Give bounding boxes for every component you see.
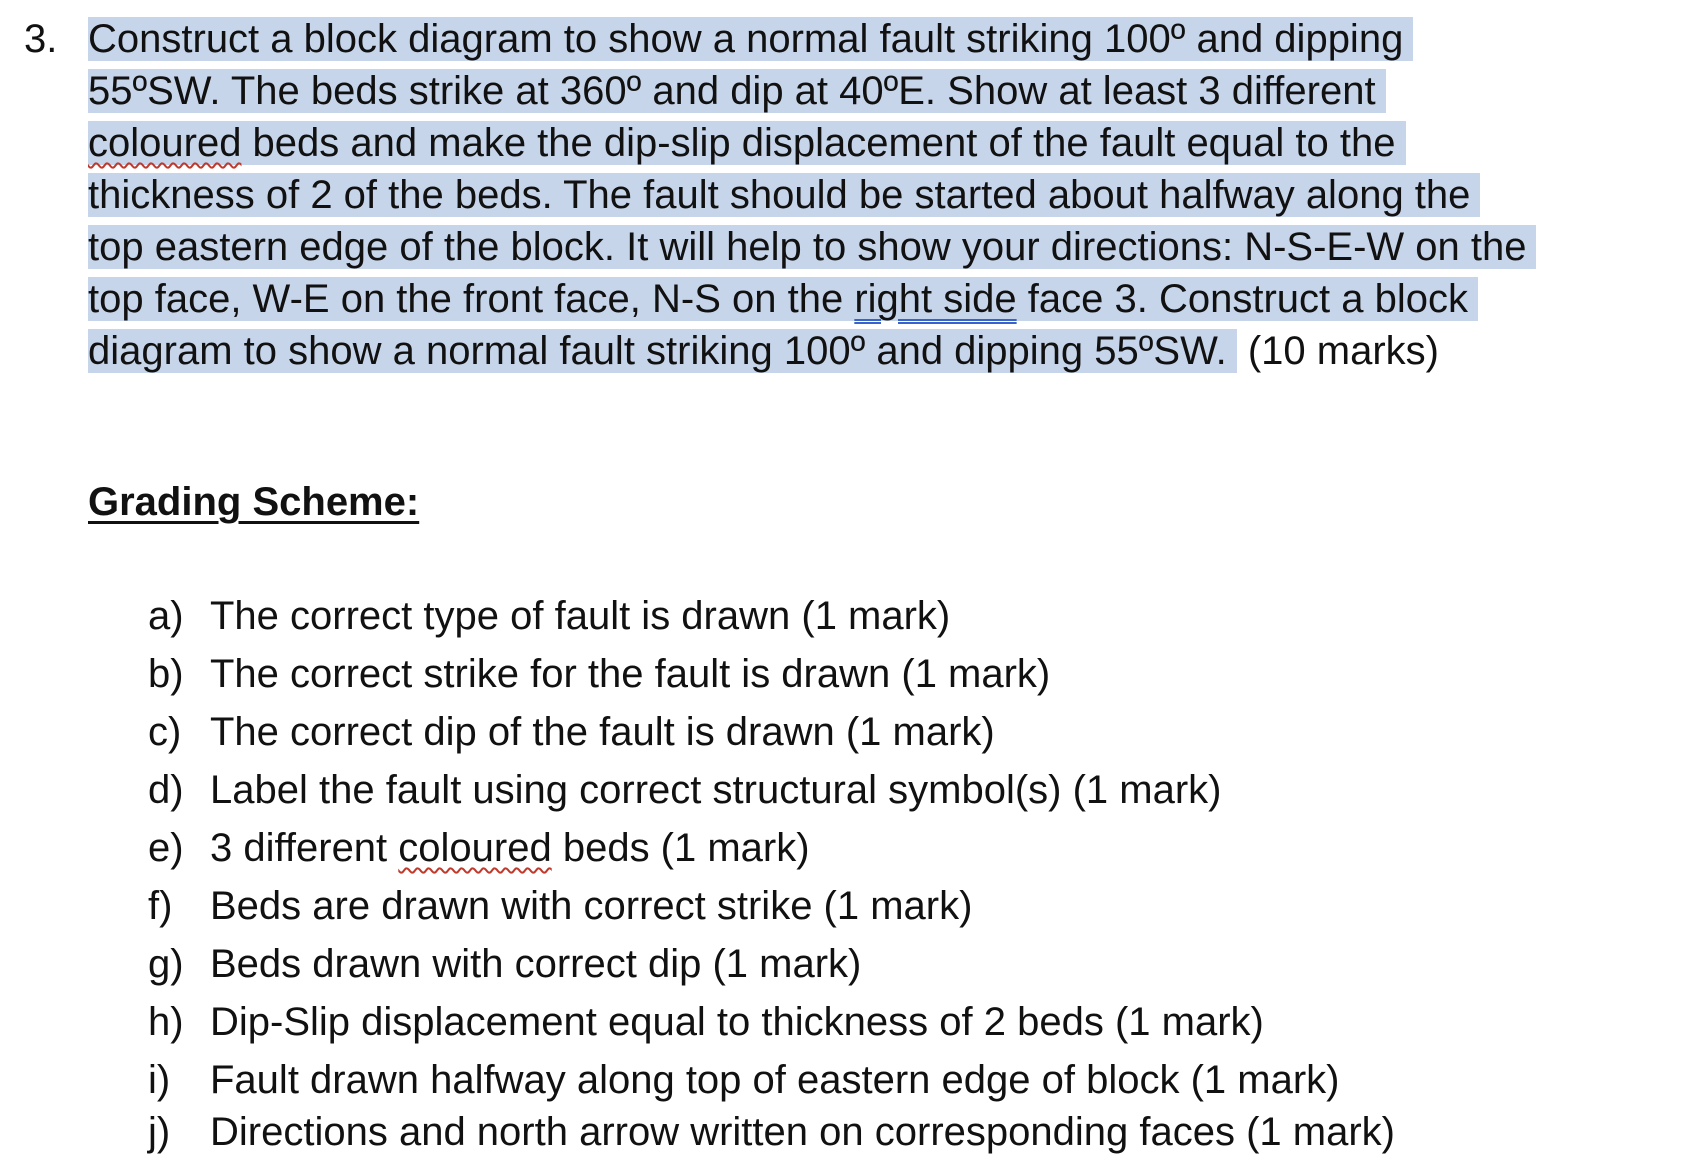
list-text: Fault drawn halfway along top of eastern edge of block (1 mark) [210, 1058, 1340, 1102]
list-text: Label the fault using correct structural symbol(s) (1 mark) [210, 768, 1222, 812]
question-line-7[interactable] [88, 324, 1439, 378]
question-text-2: 55ºSW. The beds strike at 360º and dip at 40ºE. Show at least 3 different [88, 69, 1386, 113]
list-item [148, 819, 810, 877]
list-text: Beds drawn with correct dip (1 mark) [210, 942, 862, 986]
question-line-3[interactable] [88, 116, 1406, 170]
question-text-7: diagram to show a normal fault striking 100º and dipping 55ºSW. [88, 329, 1237, 373]
question-line-6[interactable] [88, 272, 1478, 326]
question-line-2[interactable] [88, 64, 1386, 118]
list-letter: f) [148, 884, 173, 928]
marks-label: (10 marks) [1236, 329, 1439, 373]
list-item [148, 587, 950, 645]
list-item [148, 761, 1221, 819]
list-text: The correct strike for the fault is drawn (1 mark) [210, 652, 1051, 696]
list-text: 3 different [210, 826, 399, 870]
list-item [148, 1051, 1340, 1109]
list-letter: e) [148, 826, 184, 870]
list-letter: c) [148, 710, 182, 754]
list-item [148, 877, 972, 935]
list-letter: a) [148, 594, 184, 638]
question-number: 3. [24, 17, 58, 61]
list-letter: j) [148, 1110, 171, 1154]
list-letter: i) [148, 1058, 171, 1102]
list-item [148, 935, 861, 993]
list-letter: h) [148, 1000, 184, 1044]
spelling-flag-coloured[interactable]: coloured [88, 121, 242, 165]
question-text-4: thickness of 2 of the beds. The fault should be started about halfway along the [88, 173, 1480, 217]
question-text-1: Construct a block diagram to show a normal fault striking 100º and dipping [88, 17, 1413, 61]
question-text-6b: face 3. Construct a block [1016, 277, 1468, 321]
question-text-6a: top face, W-E on the front face, N-S on the [88, 277, 855, 321]
grammar-flag-right-side[interactable]: right side [854, 277, 1017, 321]
list-text: beds (1 mark) [551, 826, 810, 870]
list-text: Beds are drawn with correct strike (1 mark) [210, 884, 973, 928]
list-letter: g) [148, 942, 184, 986]
question-line-1[interactable] [88, 12, 1413, 66]
list-item [148, 645, 1050, 703]
list-text: Directions and north arrow written on corresponding faces (1 mark) [210, 1110, 1395, 1154]
spelling-flag-coloured-list[interactable]: coloured [398, 826, 552, 870]
list-item [148, 703, 995, 761]
list-letter: d) [148, 768, 184, 812]
list-item [148, 1103, 1395, 1161]
list-item [148, 993, 1264, 1051]
question-line-4[interactable] [88, 168, 1480, 222]
question-line-5[interactable] [88, 220, 1536, 274]
list-letter: b) [148, 652, 184, 696]
question-text-5: top eastern edge of the block. It will help to show your directions: N-S-E-W on the [88, 225, 1536, 269]
question-text-3: beds and make the dip-slip displacement of the fault equal to the [241, 121, 1396, 165]
list-text: The correct dip of the fault is drawn (1 mark) [210, 710, 995, 754]
list-text: Dip-Slip displacement equal to thickness of 2 beds (1 mark) [210, 1000, 1264, 1044]
grading-heading: Grading Scheme: [88, 480, 420, 524]
list-text: The correct type of fault is drawn (1 mark) [210, 594, 951, 638]
